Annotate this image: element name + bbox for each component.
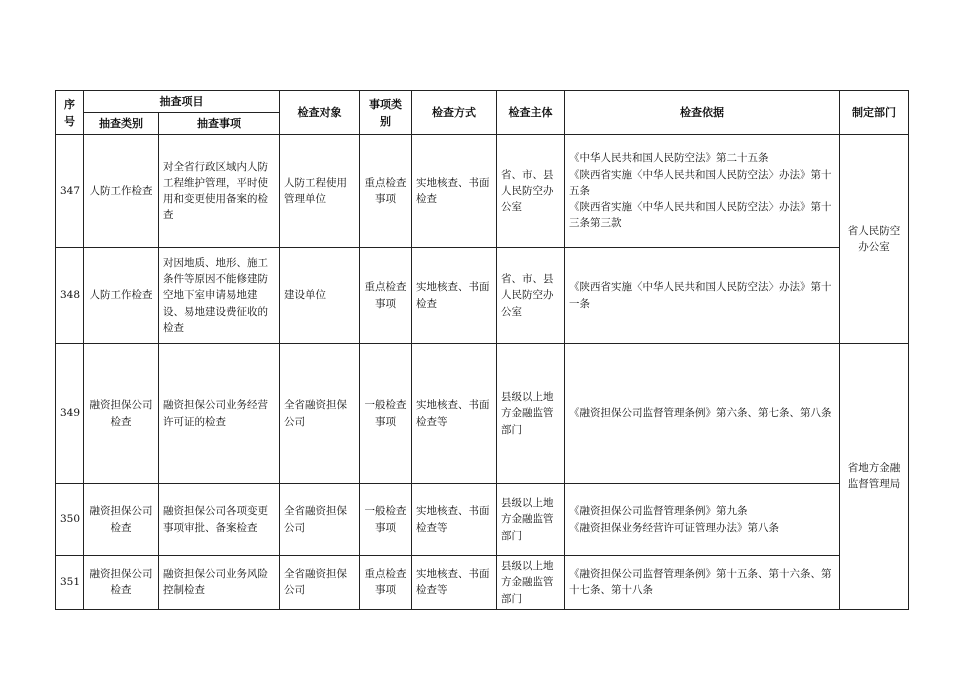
row-basis <box>565 248 840 344</box>
row-no: 349 <box>56 344 84 484</box>
row-method: 实地核查、书面检查等 <box>412 484 497 556</box>
row-category: 人防工作检查 <box>84 248 159 344</box>
row-matter: 融资担保公司业务风险控制检查 <box>159 556 280 610</box>
row-basis <box>565 484 840 556</box>
row-basis <box>565 135 840 248</box>
row-no: 351 <box>56 556 84 610</box>
row-matter-type: 重点检查事项 <box>360 556 412 610</box>
row-matter: 对全省行政区域内人防工程维护管理，平时使用和变更使用备案的检查 <box>159 135 280 248</box>
header-subject: 检查主体 <box>497 91 565 135</box>
row-basis <box>565 556 840 610</box>
header-item-group: 抽查项目 <box>84 91 280 113</box>
row-method: 实地核查、书面检查 <box>412 135 497 248</box>
row-subject: 县级以上地方金融监管部门 <box>497 556 565 610</box>
row-category: 融资担保公司检查 <box>84 484 159 556</box>
row-target: 建设单位 <box>280 248 360 344</box>
header-dept: 制定部门 <box>840 91 909 135</box>
row-category: 融资担保公司检查 <box>84 344 159 484</box>
row-target: 全省融资担保公司 <box>280 556 360 610</box>
table-row <box>56 484 909 556</box>
basis-line: 《陕西省实施〈中华人民共和国人民防空法〉办法》第十三条第三款 <box>569 201 832 230</box>
row-matter-type: 重点检查事项 <box>360 248 412 344</box>
header-target: 检查对象 <box>280 91 360 135</box>
row-method: 实地核查、书面检查等 <box>412 344 497 484</box>
header-matter-type: 事项类别 <box>360 91 412 135</box>
row-target: 全省融资担保公司 <box>280 484 360 556</box>
row-method: 实地核查、书面检查 <box>412 248 497 344</box>
row-target: 人防工程使用管理单位 <box>280 135 360 248</box>
row-no: 347 <box>56 135 84 248</box>
basis-line: 《陕西省实施〈中华人民共和国人民防空法〉办法》第十一条 <box>569 281 832 310</box>
header-basis: 检查依据 <box>565 91 840 135</box>
row-target: 全省融资担保公司 <box>280 344 360 484</box>
row-category: 人防工作检查 <box>84 135 159 248</box>
basis-line: 《陕西省实施〈中华人民共和国人民防空法〉办法》第十五条 <box>569 168 832 197</box>
header-no: 序号 <box>56 91 84 135</box>
row-subject: 县级以上地方金融监管部门 <box>497 484 565 556</box>
table-row <box>56 556 909 610</box>
table-row <box>56 344 909 484</box>
row-matter-type: 重点检查事项 <box>360 135 412 248</box>
row-matter: 融资担保公司各项变更事项审批、备案检查 <box>159 484 280 556</box>
row-subject: 省、市、县人民防空办公室 <box>497 135 565 248</box>
basis-line: 《融资担保业务经营许可证管理办法》第八条 <box>569 521 779 534</box>
row-no: 348 <box>56 248 84 344</box>
table-row <box>56 135 909 248</box>
row-matter-type: 一般检查事项 <box>360 344 412 484</box>
header-category: 抽查类别 <box>84 113 159 135</box>
row-no: 350 <box>56 484 84 556</box>
row-matter-type: 一般检查事项 <box>360 484 412 556</box>
row-dept: 省地方金融监督管理局 <box>840 344 909 610</box>
row-dept: 省人民防空办公室 <box>840 135 909 344</box>
row-subject: 县级以上地方金融监管部门 <box>497 344 565 484</box>
row-basis <box>565 344 840 484</box>
basis-line: 《融资担保公司监督管理条例》第十五条、第十六条、第十七条、第十八条 <box>569 568 832 597</box>
inspection-table <box>55 90 909 610</box>
row-matter: 融资担保公司业务经营许可证的检查 <box>159 344 280 484</box>
row-matter: 对因地质、地形、施工条件等原因不能修建防空地下室申请易地建设、易地建设费征收的检查 <box>159 248 280 344</box>
row-method: 实地核查、书面检查等 <box>412 556 497 610</box>
basis-line: 《融资担保公司监督管理条例》第六条、第七条、第八条 <box>569 407 832 420</box>
header-matter: 抽查事项 <box>159 113 280 135</box>
row-category: 融资担保公司检查 <box>84 556 159 610</box>
header-method: 检查方式 <box>412 91 497 135</box>
table-row <box>56 248 909 344</box>
basis-line: 《中华人民共和国人民防空法》第二十五条 <box>569 152 769 165</box>
row-subject: 省、市、县人民防空办公室 <box>497 248 565 344</box>
basis-line: 《融资担保公司监督管理条例》第九条 <box>569 505 748 518</box>
